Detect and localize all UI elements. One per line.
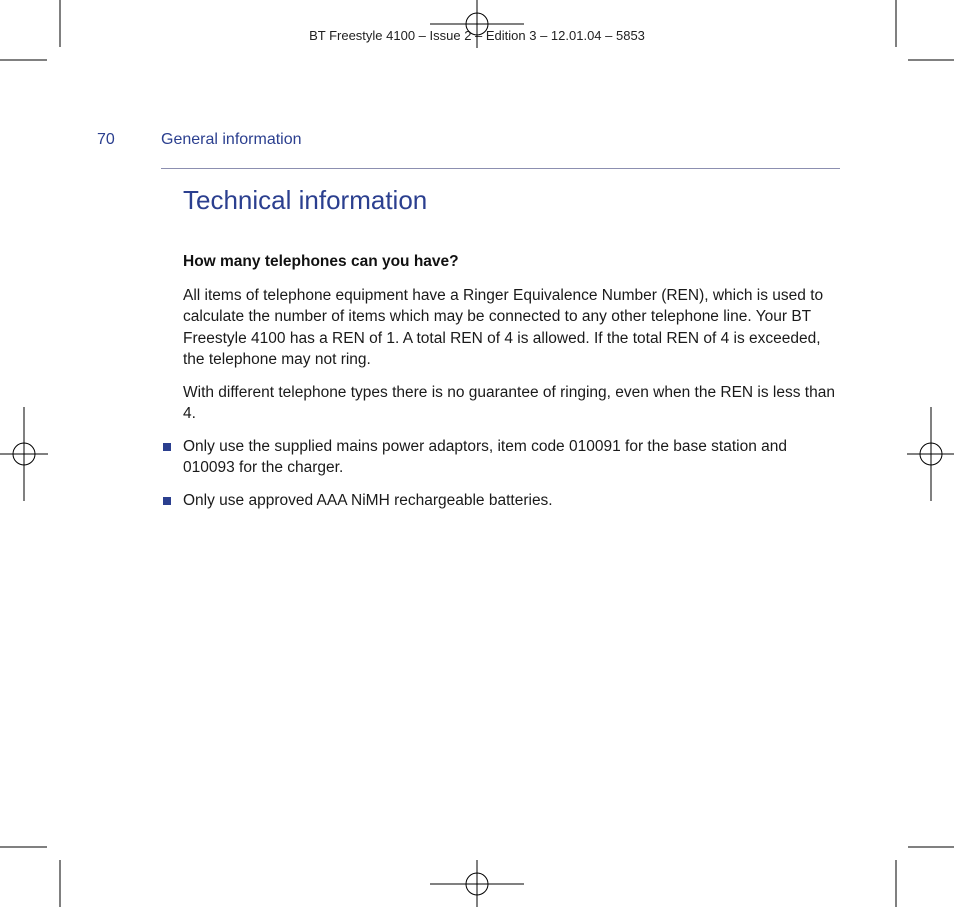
print-slug-header: BT Freestyle 4100 – Issue 2 – Edition 3 – 12.01.04 – 5853 — [309, 28, 645, 43]
paragraph: All items of telephone equipment have a Ringer Equivalence Number (REN), which is used to calculate the number of items which may be connected to any other telephone line. Your BT Freestyle 4100 has a REN of 1. A total REN of 4 is allowed. If the total REN of 4 is exceeded, the telephone may not ring. — [183, 286, 824, 368]
list-item — [183, 436, 843, 479]
header-divider — [161, 168, 840, 169]
registration-mark-bottom — [430, 860, 524, 907]
registration-mark-left — [0, 407, 48, 501]
square-bullet-icon — [163, 443, 171, 451]
section-name: General information — [161, 131, 302, 148]
page-title: Technical information — [183, 185, 428, 215]
registration-mark-right — [907, 407, 954, 501]
main-content — [183, 251, 843, 522]
list-item-text: Only use the supplied mains power adaptors, item code 010091 for the base station and 010093 for the charger. — [183, 437, 788, 476]
list-item-text: Only use approved AAA NiMH rechargeable batteries. — [183, 491, 553, 509]
subheading: How many telephones can you have? — [183, 253, 459, 270]
square-bullet-icon — [163, 497, 171, 505]
list-item — [183, 490, 843, 512]
bullet-list — [183, 436, 843, 512]
registration-mark-top — [430, 0, 524, 48]
page-number: 70 — [97, 131, 115, 148]
paragraph: With different telephone types there is no guarantee of ringing, even when the REN is less than 4. — [183, 383, 835, 422]
